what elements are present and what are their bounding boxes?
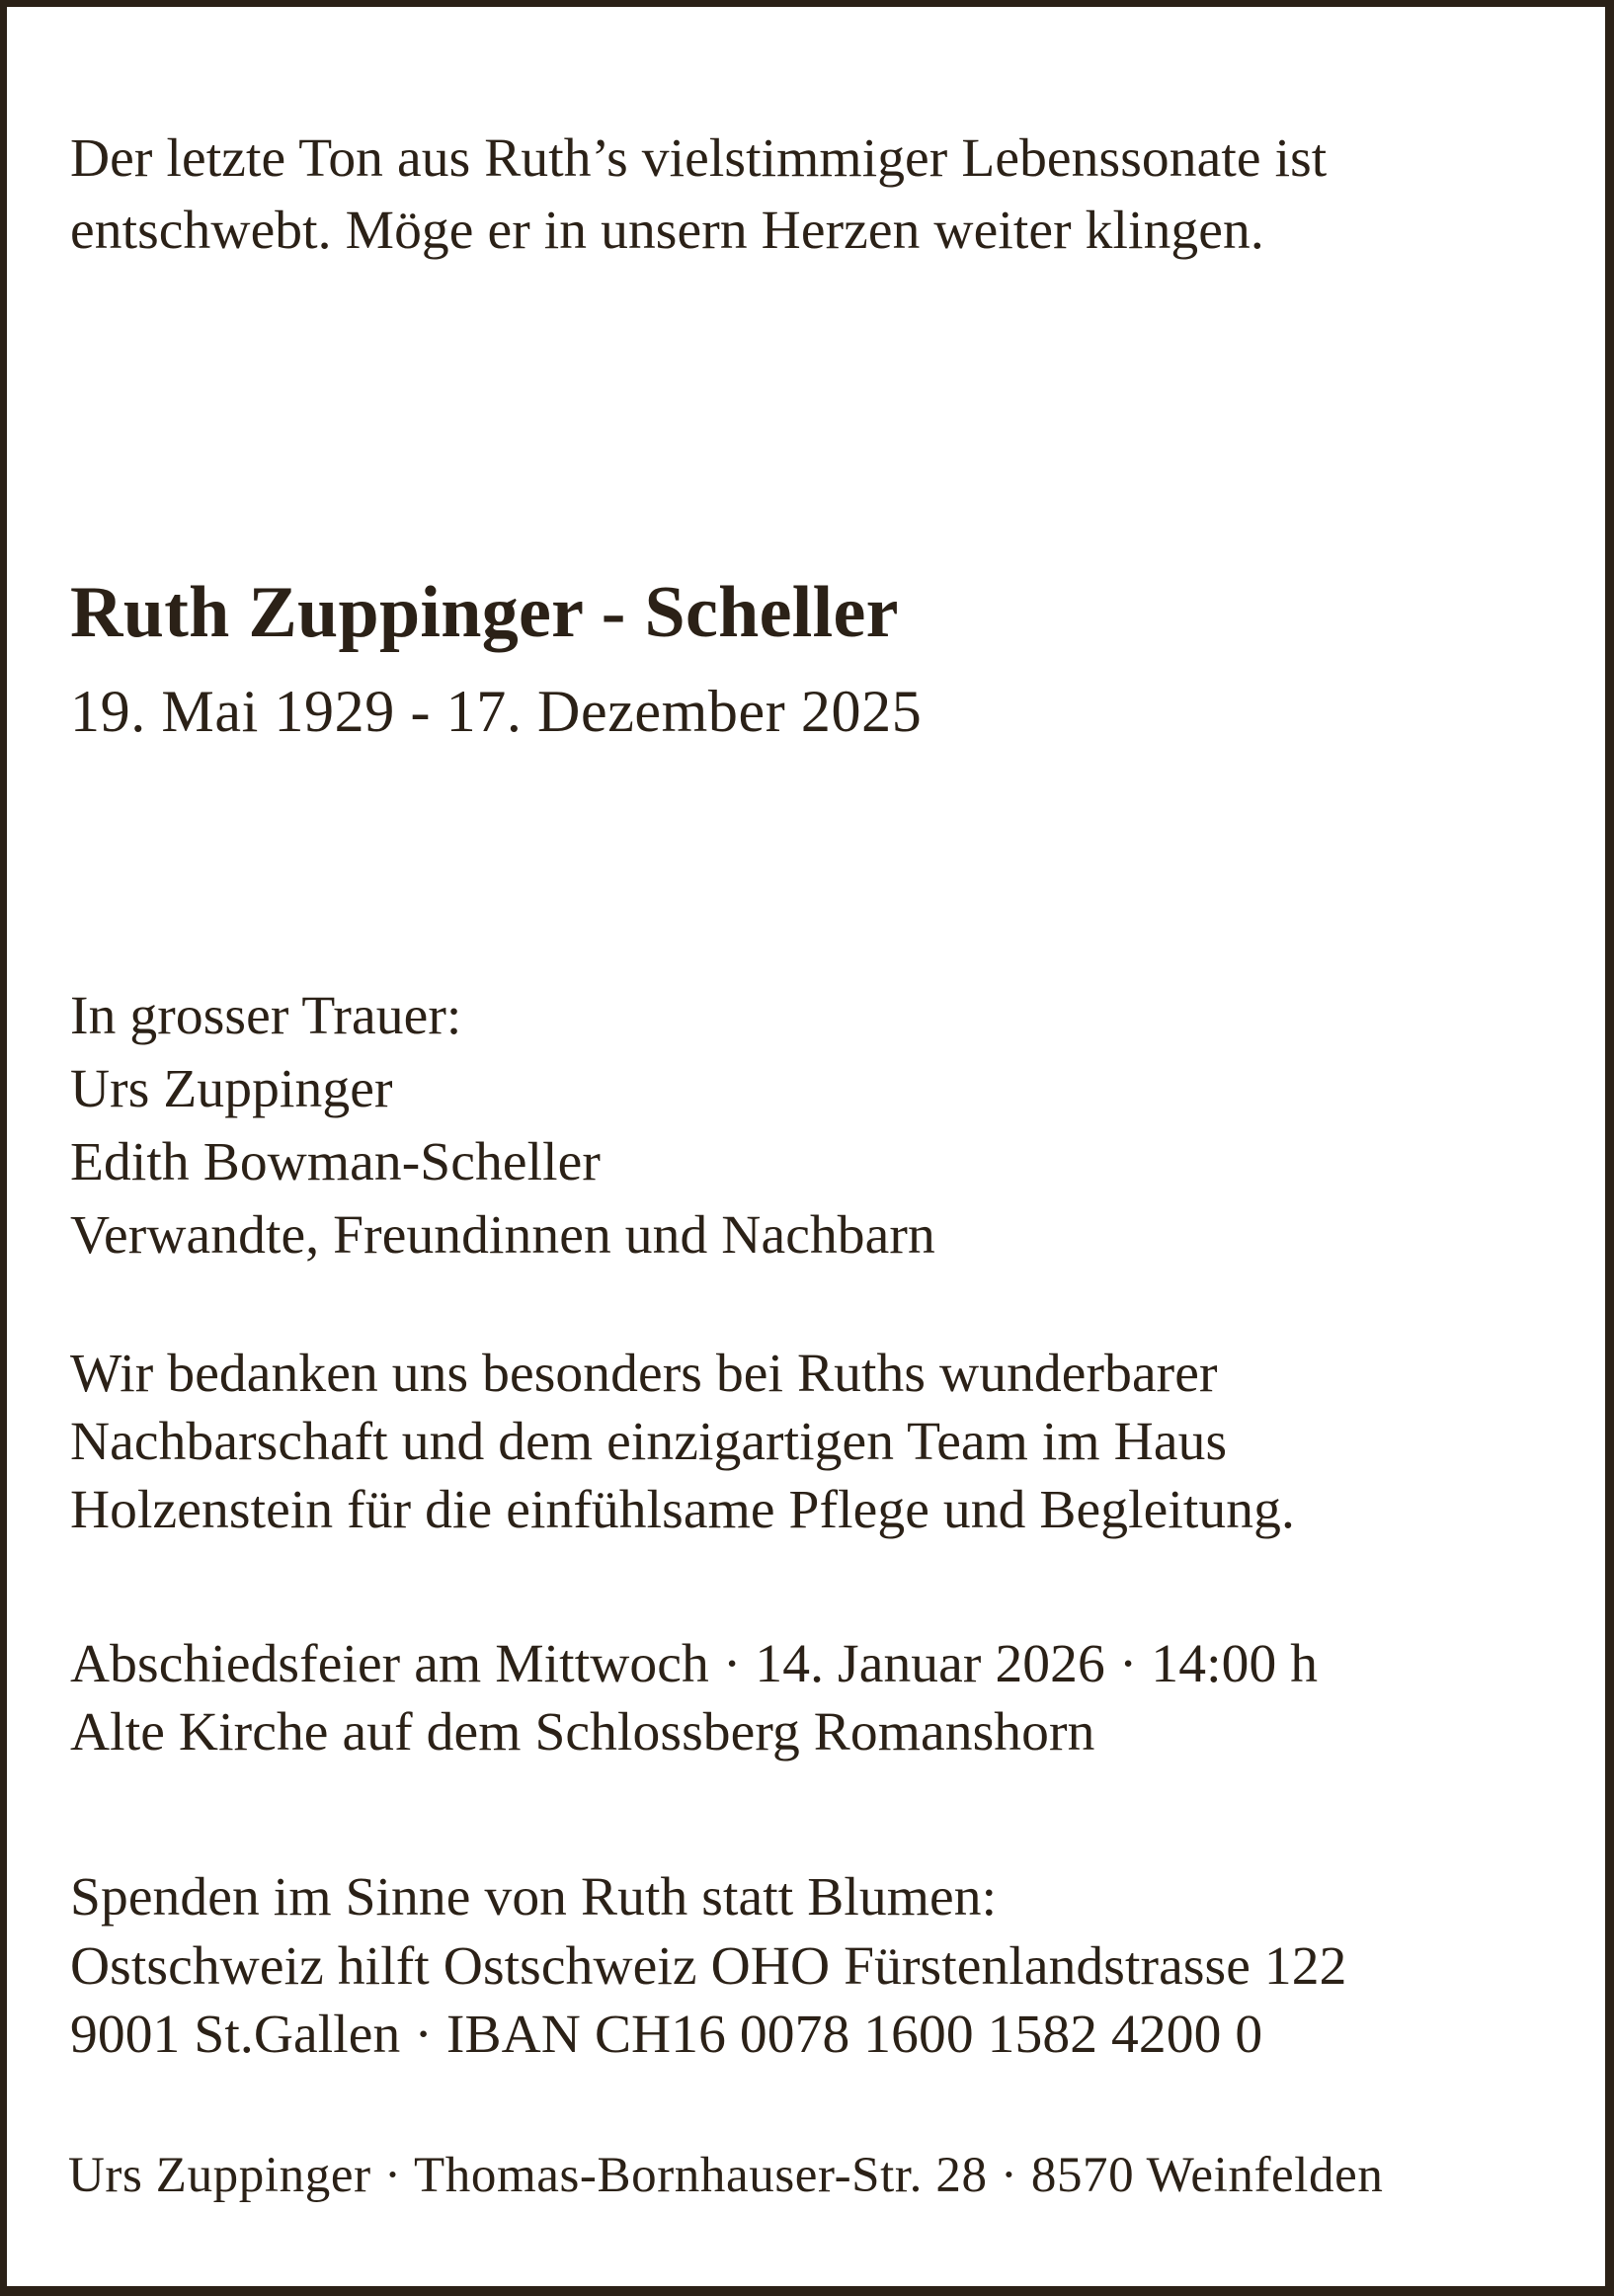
donations-heading: Spenden im Sinne von Ruth statt Blumen: <box>70 1867 998 1927</box>
contact-address: Urs Zuppinger · Thomas-Bornhauser-Str. 28 · 8570 Weinfelden <box>68 2148 1384 2203</box>
mourner-name: Edith Bowman-Scheller <box>70 1132 601 1192</box>
ceremony-location: Alte Kirche auf dem Schlossberg Romanshorn <box>70 1702 1095 1763</box>
thanks-line-1: Wir bedanken uns besonders bei Ruths wunderbarer <box>70 1344 1218 1404</box>
ceremony-datetime: Abschiedsfeier am Mittwoch · 14. Januar 2026 · 14:00 h <box>70 1634 1319 1694</box>
life-dates: 19. Mai 1929 - 17. Dezember 2025 <box>70 679 923 744</box>
deceased-name: Ruth Zuppinger - Scheller <box>70 572 899 653</box>
donations-iban: 9001 St.Gallen · IBAN CH16 0078 1600 1582 4200 0 <box>70 2005 1263 2065</box>
motto-line-2: entschwebt. Möge er in unsern Herzen weiter klingen. <box>70 201 1264 261</box>
mourner-name: Urs Zuppinger <box>70 1059 393 1119</box>
mourners-heading: In grosser Trauer: <box>70 986 462 1046</box>
donations-organisation: Ostschweiz hilft Ostschweiz OHO Fürstenlandstrasse 122 <box>70 1936 1347 1997</box>
motto-line-1: Der letzte Ton aus Ruth’s vielstimmiger Lebenssonate ist <box>70 128 1328 189</box>
mourner-name: Verwandte, Freundinnen und Nachbarn <box>70 1205 935 1266</box>
thanks-line-3: Holzenstein für die einfühlsame Pflege und Begleitung. <box>70 1480 1295 1540</box>
thanks-line-2: Nachbarschaft und dem einzigartigen Team im Haus <box>70 1412 1228 1472</box>
